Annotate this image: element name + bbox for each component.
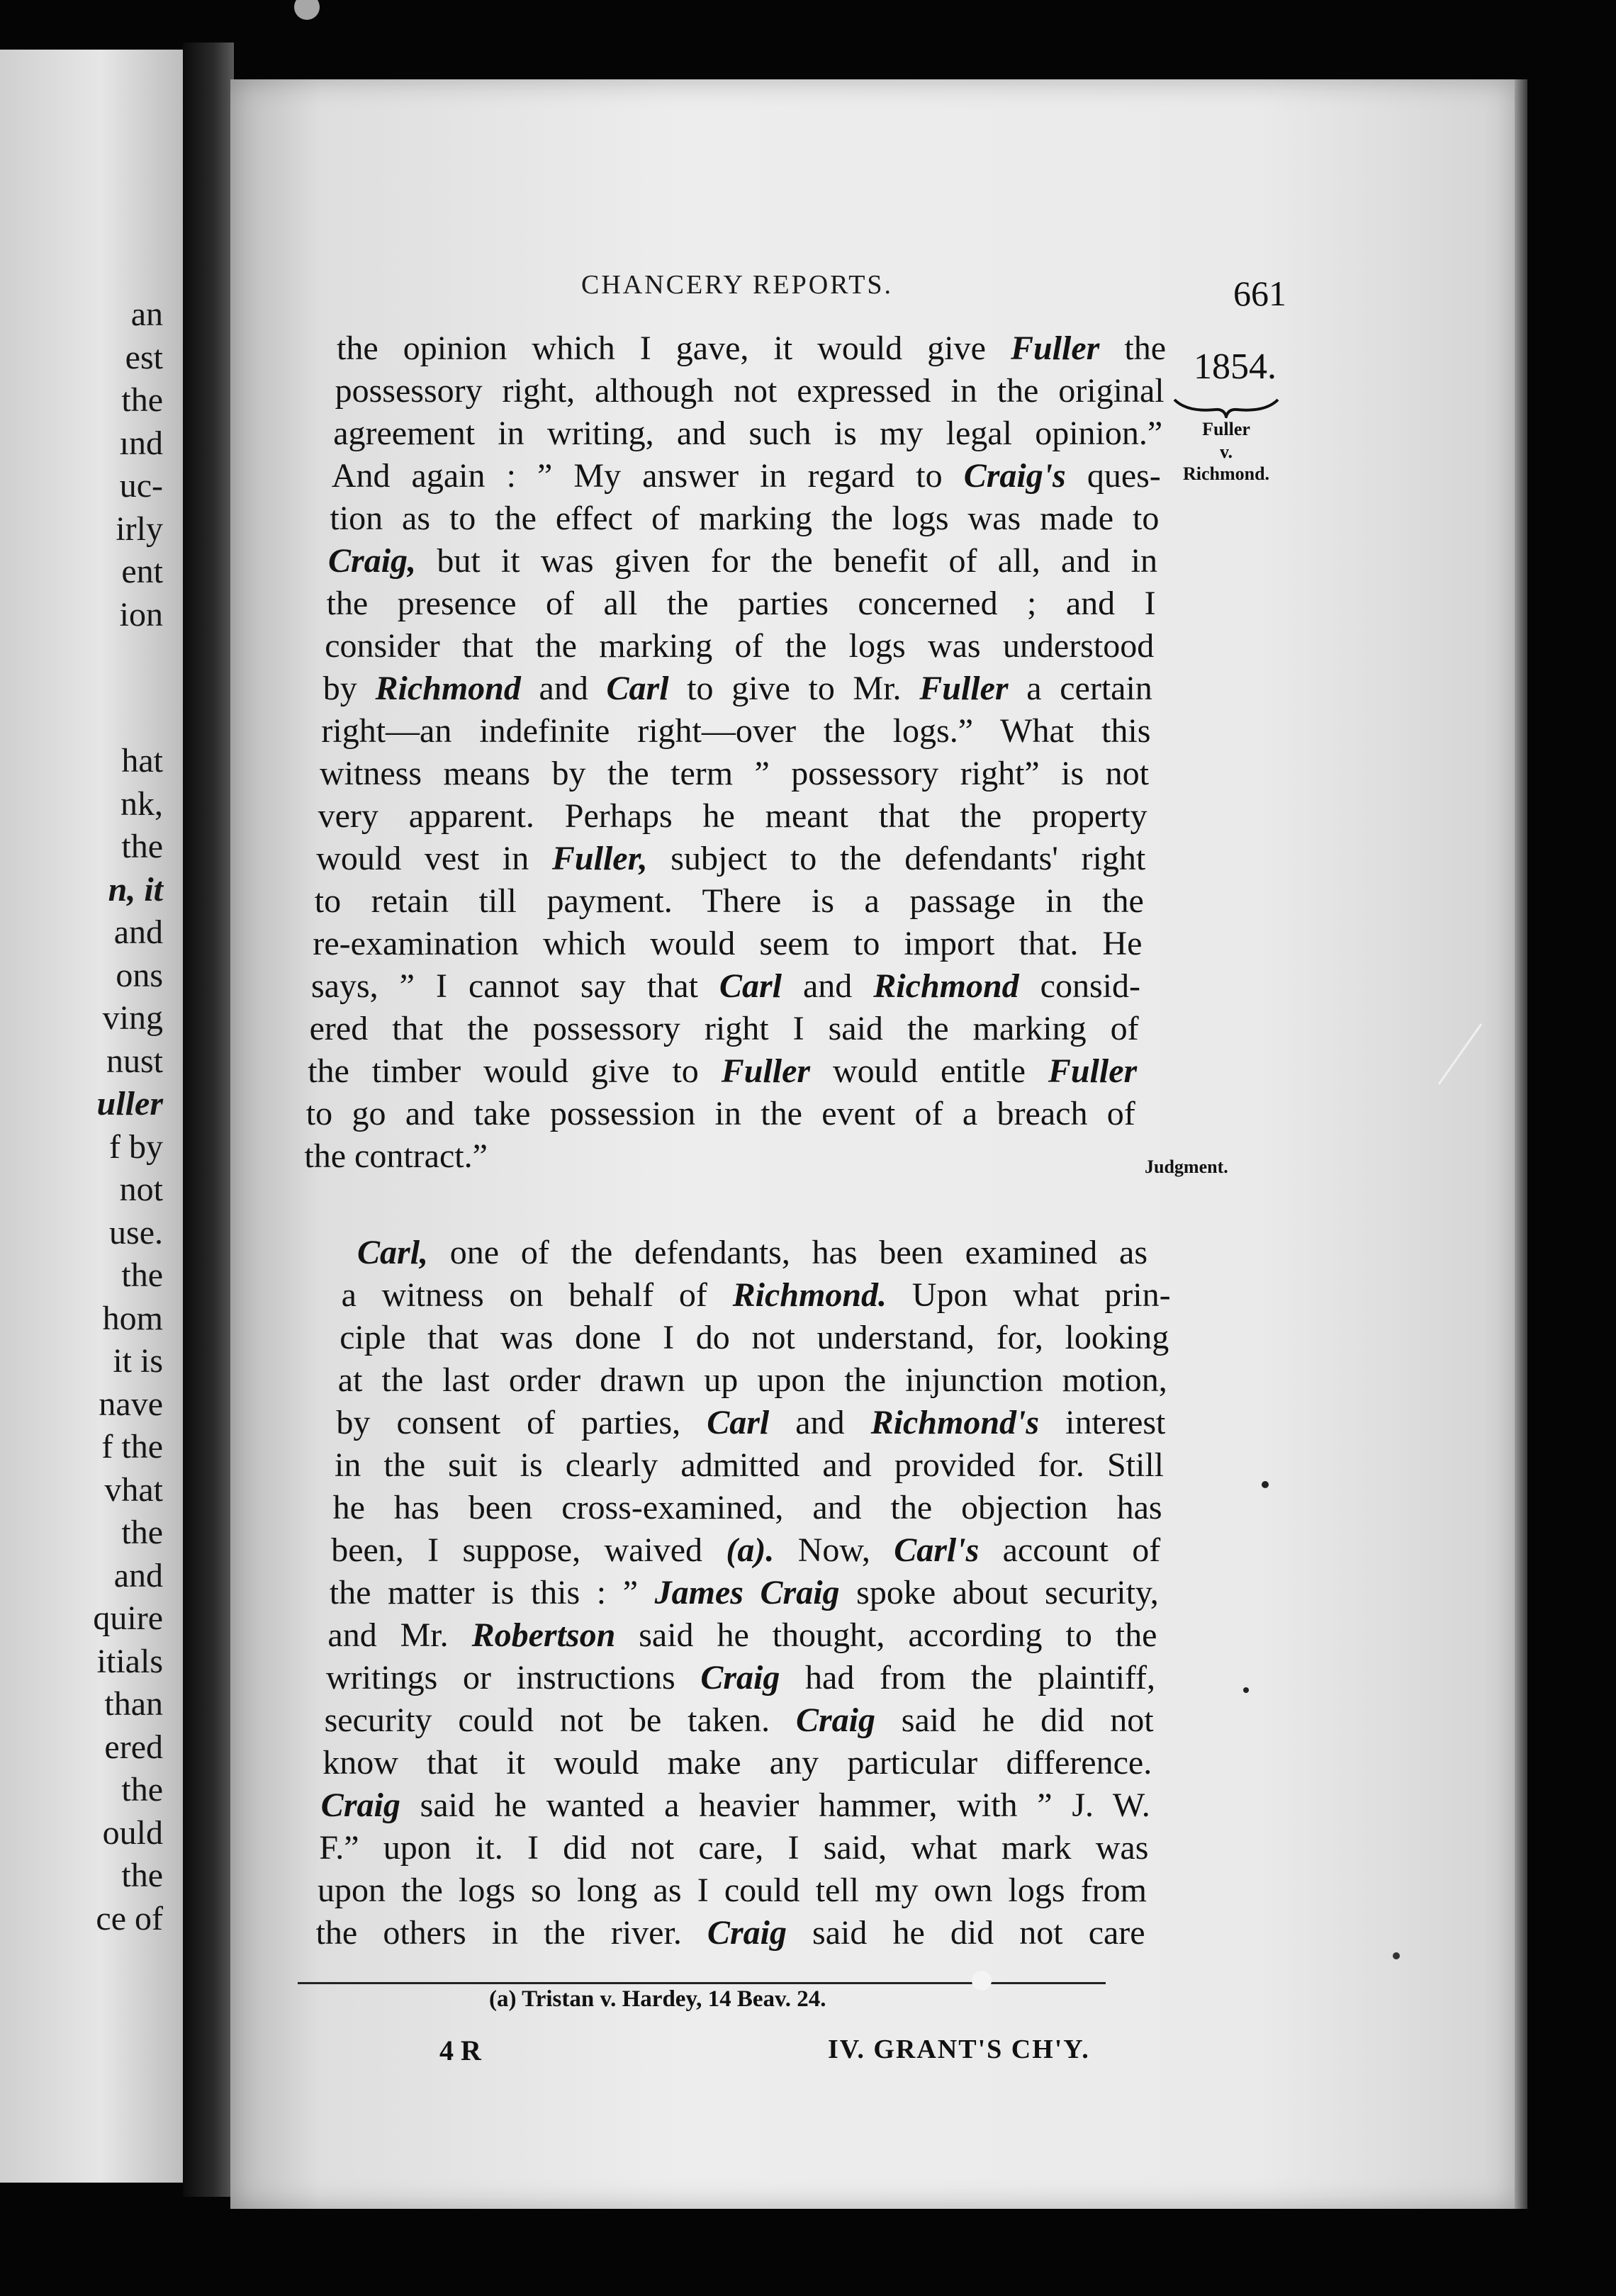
left-page-fragment: the: [121, 1857, 163, 1894]
margin-case-line: Richmond.: [1182, 463, 1270, 485]
left-page-fragment: ving: [102, 999, 163, 1037]
left-facing-page: [0, 50, 187, 2183]
left-page-fragment: an: [130, 296, 163, 333]
body-line: possessory right, although not expressed in the original: [335, 372, 1165, 410]
body-line: very apparent. Perhaps he meant that the property: [318, 797, 1148, 835]
left-page-fragment: ent: [121, 553, 163, 590]
body-line: know that it would make any particular difference.: [322, 1744, 1152, 1782]
left-page-fragment: the: [121, 1514, 163, 1551]
body-line: upon the logs so long as I could tell my own logs from: [318, 1872, 1147, 1909]
left-page-fragment: ion: [119, 595, 163, 634]
body-line: he has been cross-examined, and the objection has: [332, 1489, 1162, 1526]
body-line: to go and take possession in the event of a breach of: [305, 1095, 1135, 1132]
body-line: would vest in Fuller, subject to the defendants' right: [316, 840, 1146, 877]
footnote: (a) Tristan v. Hardey, 14 Beav. 24.: [489, 1986, 826, 2012]
left-page-fragment: quire: [93, 1599, 163, 1637]
body-line: agreement in writing, and such is my legal opinion.”: [333, 415, 1163, 452]
body-line: a witness on behalf of Richmond. Upon what prin-: [341, 1276, 1171, 1314]
body-line: F.” upon it. I did not care, I said, what mark was: [319, 1829, 1149, 1867]
left-page-fragment: the: [121, 1256, 163, 1294]
printer-signature: 4 R: [439, 2035, 481, 2066]
body-line: at the last order drawn up upon the injunction motion,: [337, 1361, 1167, 1399]
left-page-fragment: uller: [96, 1085, 163, 1122]
page-edge: [1515, 79, 1527, 2209]
running-title: CHANCERY REPORTS.: [581, 270, 894, 300]
body-line: witness means by the term ” possessory right” is not: [320, 755, 1149, 792]
left-page-fragment: the: [121, 828, 163, 865]
body-line: and Mr. Robertson said he thought, according to the: [327, 1616, 1157, 1654]
body-line: the matter is this : ” James Craig spoke about security,: [329, 1574, 1159, 1611]
left-page-fragment: vhat: [104, 1470, 163, 1509]
margin-judgment: Judgment.: [1145, 1157, 1228, 1177]
left-page-fragment: ce of: [96, 1899, 163, 1937]
left-page-fragment: not: [119, 1171, 163, 1208]
left-page-fragment: f by: [109, 1127, 163, 1166]
left-page-fragment: ered: [104, 1728, 163, 1766]
body-line: re-examination which would seem to import that. He: [313, 925, 1143, 962]
book-gutter: [183, 43, 234, 2197]
left-page-fragment: it is: [113, 1342, 163, 1380]
body-line: ered that the possessory right I said the marking of: [309, 1010, 1139, 1047]
body-line: the contract.”: [304, 1137, 488, 1175]
left-page-fragment: irly: [116, 510, 163, 548]
volume-reference: IV. GRANT'S CH'Y.: [828, 2035, 1090, 2064]
left-page-fragment: and: [113, 1556, 163, 1594]
left-page-fragment: hom: [102, 1299, 163, 1337]
margin-case-line: Fuller: [1202, 419, 1250, 439]
margin-year: 1854.: [1194, 347, 1276, 387]
left-page-fragment: the: [121, 1771, 163, 1808]
left-page-fragment: the: [121, 381, 163, 419]
left-page-fragment: nk,: [120, 784, 163, 823]
footnote-rule: [298, 1982, 1106, 1984]
body-line: the opinion which I gave, it would give Fuller the: [337, 330, 1167, 367]
body-line: security could not be taken. Craig said he did not: [324, 1701, 1154, 1739]
left-page-fragment: n, it: [108, 870, 163, 908]
body-line: been, I suppose, waived (a). Now, Carl's account of: [331, 1531, 1161, 1569]
body-line: by consent of parties, Carl and Richmond's interest: [336, 1404, 1166, 1441]
left-page-fragment: est: [125, 338, 163, 376]
body-line: in the suit is clearly admitted and provided for. Still: [335, 1446, 1164, 1484]
body-line: Craig, but it was given for the benefit of all, and in: [328, 542, 1157, 580]
body-line: Carl, one of the defendants, has been examined as: [357, 1234, 1148, 1271]
left-page-fragment: ons: [116, 956, 163, 994]
body-line: to retain till payment. There is a passage in the: [314, 882, 1144, 920]
body-line: consider that the marking of the logs was understood: [325, 627, 1155, 665]
margin-case-name: [1162, 418, 1290, 485]
left-page-fragment: nave: [99, 1385, 163, 1423]
margin-case-line: v.: [1219, 441, 1233, 462]
left-page-fragment: itials: [96, 1642, 163, 1680]
left-page-fragment: ould: [102, 1813, 163, 1852]
left-page-fragment: and: [113, 913, 163, 951]
left-page-fragment: use.: [109, 1213, 163, 1251]
page-number: 661: [1233, 274, 1286, 313]
body-line: the others in the river. Craig said he did not care: [315, 1914, 1145, 1952]
body-line: tion as to the effect of marking the logs was made to: [330, 500, 1160, 537]
body-line: writings or instructions Craig had from the plaintiff,: [326, 1659, 1156, 1696]
body-line: the presence of all the parties concerned ; and I: [326, 585, 1156, 622]
left-page-fragment: hat: [121, 742, 163, 780]
left-page-fragment: nust: [106, 1042, 163, 1080]
body-line: the timber would give to Fuller would entitle Fuller: [308, 1052, 1138, 1090]
body-line: says, ” I cannot say that Carl and Richmond consid-: [311, 967, 1140, 1005]
body-line: by Richmond and Carl to give to Mr. Fuller a certain: [322, 670, 1152, 707]
body-line: And again : ” My answer in regard to Craig's ques-: [331, 457, 1161, 495]
body-line: right—an indefinite right—over the logs.” What this: [321, 712, 1151, 750]
body-line: ciple that was done I do not understand, for, looking: [340, 1319, 1169, 1356]
left-page-fragment: uc-: [119, 467, 163, 505]
body-line: Craig said he wanted a heavier hammer, with ” J. W.: [320, 1786, 1150, 1824]
left-page-fragment: f the: [101, 1428, 163, 1465]
left-page-fragment: than: [104, 1685, 163, 1723]
margin-brace-icon: [1173, 397, 1279, 418]
left-page-fragment: ınd: [119, 424, 163, 462]
